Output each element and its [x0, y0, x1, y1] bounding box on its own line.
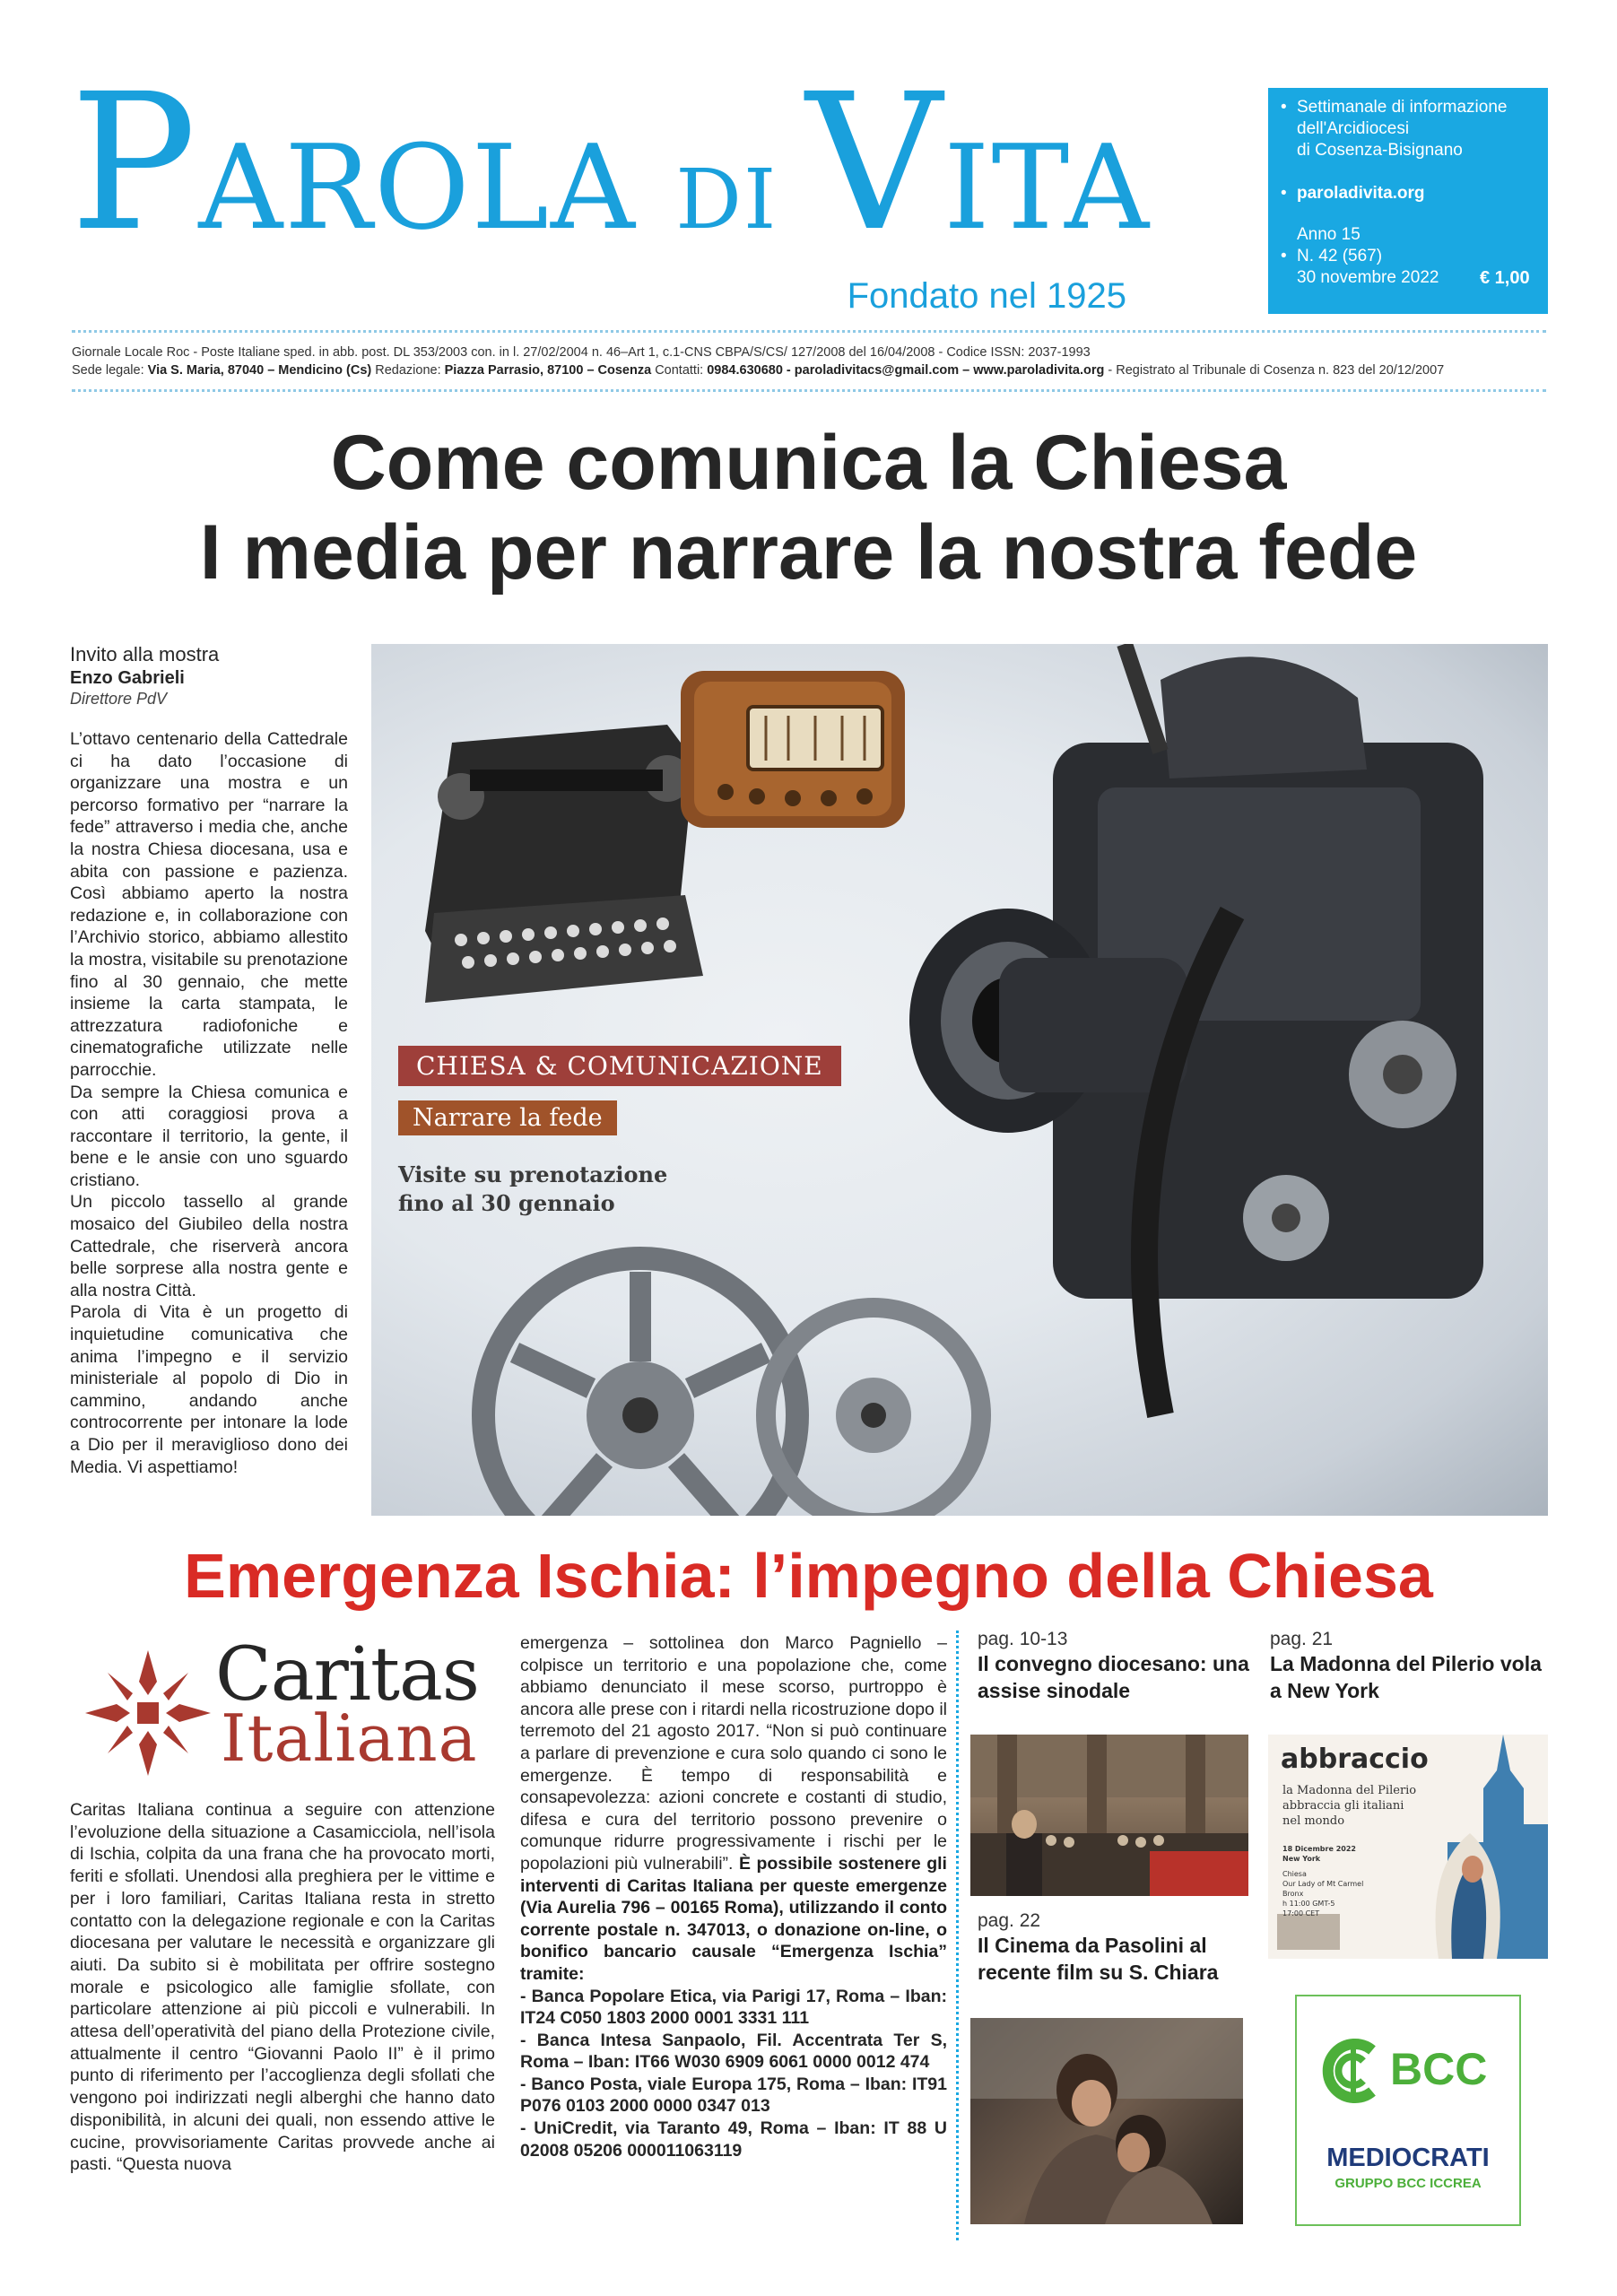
bcc-advertisement[interactable] [1295, 1995, 1521, 2226]
film-projector-icon [909, 644, 1483, 1415]
bullet-icon: • [1281, 98, 1287, 117]
section-headline: Emergenza Ischia: l’impegno della Chiesa [184, 1541, 1433, 1611]
abbraccio-title: abbraccio [1281, 1744, 1429, 1775]
bank-item: - Banca Intesa Sanpaolo, Fil. Accentrata Ter S, Roma – Iban: IT66 W030 6909 6061 0000 0012 474 [520, 2030, 947, 2073]
bank-list [520, 1986, 947, 2162]
cathedral-gathering-illustration [970, 1735, 1248, 1896]
teaser-title: Il Cinema da Pasolini al recente film su S. Chiara [978, 1934, 1219, 1984]
teaser-cinema[interactable] [978, 1910, 1274, 1986]
exhibit-visits-note: Visite su prenotazione fino al 30 gennaio [398, 1161, 668, 1216]
bcc-group: GRUPPO BCC ICCREA [1334, 2176, 1482, 2191]
film-embrace-illustration [970, 2018, 1243, 2224]
legal-notice: Giornale Locale Roc - Poste Italiane sped. in abb. post. DL 353/2003 con. in l. 27/02/2004 n. 46–Art 1, c.1-CNS CBPA/S/CS/ 127/2008 del 16/04/2008 - Codice ISSN: 2037-1993 Sede legale: Via S. Maria, 87040 – Mendicino (Cs) Redazione: Piazza Parrasio, 87100 – Cosenza Contatti: 0984.630680 - paroladivitacs@gmail.com – www.paroladivita.org - Registrato al Tribunale di Cosenza n. 823 del 20/12/2007 [72, 345, 1445, 378]
abbraccio-subtitle: la Madonna del Pilerio abbraccia gli italiani nel mondo [1282, 1784, 1417, 1828]
issue-number: N. 42 (567) [1297, 247, 1383, 265]
caritas-logo-word: Caritas [215, 1632, 479, 1718]
abbraccio-poster [1268, 1735, 1548, 1959]
bullet-icon: • [1281, 184, 1287, 203]
bcc-name: MEDIOCRATI [1326, 2144, 1490, 2172]
teaser-title: Il convegno diocesano: una assise sinodale [978, 1652, 1249, 1702]
issue-year: Anno 15 [1297, 225, 1361, 244]
caritas-logo-word: Italiana [221, 1700, 478, 1776]
caritas-cross-icon [81, 1641, 215, 1785]
column-divider [956, 1631, 959, 2240]
bank-item: - Banca Popolare Etica, via Parigi 17, Roma – Iban: IT24 C050 1803 2000 0001 3331 111 [520, 1986, 947, 2029]
teaser-page: pag. 21 [1270, 1629, 1334, 1649]
teaser-page: pag. 10-13 [978, 1629, 1068, 1649]
teaser-page: pag. 22 [978, 1910, 1041, 1931]
typewriter-icon [425, 725, 703, 1003]
issue-info-box [1268, 88, 1548, 314]
main-headline: Come comunica la Chiesa I media per narrare la nostra fede [199, 420, 1418, 596]
teaser-madonna[interactable] [1270, 1629, 1548, 1704]
issue-price: € 1,00 [1480, 268, 1530, 288]
newspaper-logo: PAROLA DI VITA [70, 53, 1152, 273]
caritas-article-col2: emergenza – sottolinea don Marco Pagniello – colpisce un territorio e una popolazione che, come abbiamo denunciato il mese scorso, purtroppo è ancora alle prese con i ritardi nella ricostruzione dopo il terremoto del 21 agosto 2017. “Non si può continuare a parlare di prevenzione e cura solo quando ci sono le emergenze. È tempo di responsabilità e consapevolezza: azioni concrete e costanti di studio, difesa e cura del territorio possono prevenire o comunque ridurre progressivamente i rischi per le popolazioni più vulnerabili”. È possibile sostenere gli interventi di Caritas Italiana per queste emergenze (Via Aurelia 796 – 00165 Roma), utilizzando il conto corrente postale n. 347013, o donazione on-line, o bonifico bancario causale “Emergenza Ischia” tramite: - Banca Popolare Etica, via Parigi 17, Roma – Iban: IT24 C050 1803 2000 0001 3331 111 - Banca Intesa Sanpaolo, Fil. Accentrata Ter S, Roma – Iban: IT66 W030 6909 6061 0000 0012 474 - Banco Posta, viale Europa 175, Roma – Iban: IT91 P076 0103 2000 0000 0347 013 - UniCredit, via Taranto 49, Roma – Iban: IT 88 U 02008 05206 000011063119 [520, 1633, 947, 2161]
caritas-logo [81, 1632, 484, 1790]
editorial-body: L’ottavo centenario della Cattedrale ci ha dato l’occasione di organizzare una mostra e un percorso formativo per “narrare la fede” attraverso i media che, anche la nostra Chiesa diocesana, usa e abita con passione e pazienza. Così abbiamo aperto la nostra redazione e, in collaborazione con l’Archivio storico, abbiamo allestito la mostra, visitabile su prenotazione fino al 30 gennaio, che mette insieme la carta stampata, le attrezzatura radiofoniche e cinematografiche utilizzate nelle parrocchie. Da sempre la Chiesa comunica e con atti coraggiosi prova a raccontare il territorio, la gente, il bene e le ansie con uno sguardo cristiano. Un piccolo tassello al grande mosaico del Giubileo della nostra Cattedrale, che riserverà ancora belle sorprese alla nostra gente e alla nostra Città. Parola di Vita è un progetto di inquietudine comunicativa che anima l’impegno e il servizio ministeriale al popolo di Dio in cammino, andando anche controcorrente per intonare la lode a Dio per il meraviglioso dono dei Media. Vi aspettiamo! [70, 729, 348, 1477]
film-reel-icon [483, 1258, 981, 1516]
teaser-title: La Madonna del Pilerio vola a New York [1270, 1652, 1542, 1702]
bank-item: - Banco Posta, viale Europa 175, Roma – Iban: IT91 P076 0103 2000 0000 0347 013 [520, 2074, 947, 2117]
convegno-photo [970, 1735, 1248, 1896]
editorial-author: Enzo Gabrieli [70, 668, 185, 688]
teaser-convegno[interactable] [978, 1629, 1256, 1704]
website-link[interactable]: paroladivita.org [1297, 184, 1425, 203]
editorial-role: Direttore PdV [70, 690, 168, 708]
bank-item: - UniCredit, via Taranto 49, Roma – Iban: IT 88 U 02008 05206 000011063119 [520, 2118, 947, 2161]
caritas-article-col1: Caritas Italiana continua a seguire con attenzione l’evoluzione della situazione a Casamicciola, nell’isola di Ischia, colpita da una frana che ha provocato morti, feriti e sfollati. Unendosi alla preghiera per le vittime e per i loro familiari, Caritas Italiana resta in stretto contatto con la delegazione regionale e con la Caritas diocesana per valutare le necessità e organizzare gli aiuti. Da subito si è mobilitata per offrire sostegno morale e psicologico alle famiglie sfollate, con particolare attenzione ai più piccoli e vulnerabili. In attesa dell’operatività del piano della Protezione civile, attualmente il centro “Giovanni Paolo II” è il primo punto di riferimento per l’accoglienza degli sfollati che vengono poi indirizzati negli alberghi che hanno dato disponibilità, in alcuni dei quali, non essendo attive le cucine, provvisoriamente Caritas provvede anche ai pasti. “Questa nuova [70, 1800, 495, 2175]
founded-tagline: Fondato nel 1925 [847, 276, 1126, 316]
bcc-brand: BCC [1390, 2044, 1488, 2094]
radio-icon [681, 671, 905, 828]
info-description-3: di Cosenza-Bisignano [1297, 141, 1463, 160]
info-description-2: dell'Arcidiocesi [1297, 119, 1410, 138]
exhibit-title: CHIESA & COMUNICAZIONE [398, 1046, 841, 1086]
exhibit-subtitle: Narrare la fede [398, 1100, 617, 1135]
exhibition-photo [371, 644, 1548, 1516]
info-description-1: Settimanale di informazione [1297, 98, 1508, 117]
editorial-column [70, 642, 348, 1478]
masthead [70, 53, 1152, 325]
bullet-icon: • [1281, 247, 1287, 265]
editorial-kicker: Invito alla mostra [70, 643, 220, 665]
divider [72, 330, 1546, 333]
film-still-photo [970, 2018, 1243, 2224]
bcc-logo-icon [1318, 2038, 1390, 2104]
abbraccio-details: 18 Dicembre 2022 New York Chiesa Our Lady of Mt Carmel Bronx h 11:00 GMT-5 17:00 CET [1282, 1845, 1364, 1918]
issue-date: 30 novembre 2022 [1297, 268, 1439, 287]
divider [72, 389, 1546, 392]
